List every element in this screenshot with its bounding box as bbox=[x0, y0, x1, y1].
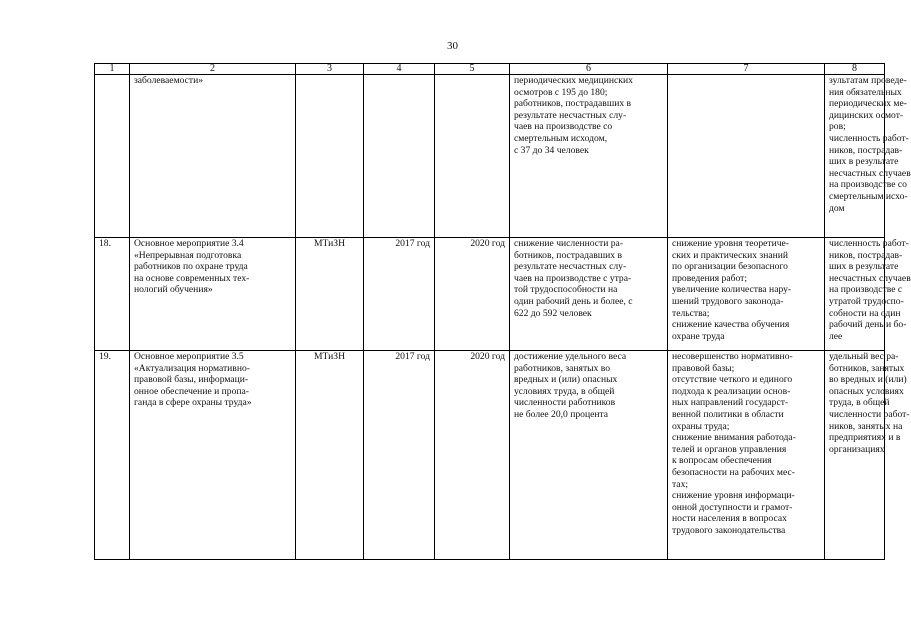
text-line: телей и органов управления bbox=[672, 443, 787, 455]
text-line: периодических медицинских bbox=[514, 75, 633, 86]
text-line: ров; bbox=[829, 121, 846, 133]
text-line: шений трудового законода- bbox=[672, 295, 784, 307]
column-number-row bbox=[95, 64, 885, 75]
column-number: 7 bbox=[668, 64, 825, 75]
text-line: один рабочий день и более, с bbox=[514, 295, 633, 307]
text-line: венной политики в области bbox=[672, 408, 784, 420]
end-year-cell: 2020 год bbox=[435, 351, 510, 560]
text-line: к вопросам обеспечения bbox=[672, 455, 772, 467]
text-line: снижение качества обучения bbox=[672, 319, 790, 331]
executor-cell bbox=[296, 75, 364, 238]
measures-table bbox=[94, 63, 911, 560]
text-line: ников, занятых на bbox=[829, 420, 903, 432]
text-line: вредных и (или) опасных bbox=[514, 374, 618, 386]
text-line: численность работ- bbox=[829, 238, 909, 249]
text-line: подхода к реализации основ- bbox=[672, 385, 791, 397]
row-number: 19. bbox=[95, 351, 130, 560]
text-line: ших в результате bbox=[829, 156, 899, 168]
text-line: ганда в сфере охраны труда» bbox=[134, 397, 252, 409]
text-line: труда, в общей bbox=[829, 397, 890, 409]
text-line: онное обеспечение и пропа- bbox=[134, 385, 249, 397]
consequences-cell bbox=[668, 351, 825, 560]
result-cell bbox=[510, 351, 668, 560]
text-line: чаев на производстве со bbox=[514, 121, 613, 133]
row-number: 18. bbox=[95, 238, 130, 351]
text-line: рабочий день и бо- bbox=[829, 319, 907, 331]
text-line: зультатам проведе- bbox=[829, 75, 907, 86]
text-line: ников, пострадав- bbox=[829, 249, 903, 261]
text-line: осмотров с 195 до 180; bbox=[514, 86, 608, 98]
text-line: онной доступности и грамот- bbox=[672, 501, 793, 513]
text-line: проведения работ; bbox=[672, 272, 748, 284]
text-line: трудового законодательства bbox=[672, 524, 786, 536]
text-line: снижение уровня теоретиче- bbox=[672, 238, 789, 249]
start-year-cell bbox=[364, 75, 435, 238]
column-number: 1 bbox=[95, 64, 130, 75]
column-number: 5 bbox=[435, 64, 510, 75]
table-row bbox=[95, 238, 885, 351]
text-line: работников по охране труда bbox=[134, 261, 248, 273]
text-line: предприятиях и в bbox=[829, 432, 901, 444]
text-line: несчастных случаев bbox=[829, 167, 911, 179]
text-line: опасных условиях bbox=[829, 385, 904, 397]
text-line: численность работ- bbox=[829, 132, 909, 144]
text-line: ния обязательных bbox=[829, 86, 902, 98]
column-number: 4 bbox=[364, 64, 435, 75]
text-line: снижение внимания работода- bbox=[672, 432, 796, 444]
text-line: увеличение количества нару- bbox=[672, 284, 792, 296]
measure-cell bbox=[130, 238, 296, 351]
text-line: результате несчастных слу- bbox=[514, 109, 627, 121]
text-line: ных направлений государст- bbox=[672, 397, 789, 409]
text-line: охраны труда; bbox=[672, 420, 730, 432]
executor-cell: МТиЗН bbox=[296, 351, 364, 560]
text-line: достижение удельного веса bbox=[514, 351, 627, 362]
text-line: собности на один bbox=[829, 307, 901, 319]
text-line: смертельным исходом, bbox=[514, 132, 608, 144]
text-line: дицинских осмот- bbox=[829, 109, 904, 121]
result-cell bbox=[510, 75, 668, 238]
indicators-cell bbox=[825, 75, 911, 238]
text-line: дом bbox=[829, 202, 845, 214]
text-line: организациях bbox=[829, 443, 885, 455]
text-line: снижение численности ра- bbox=[514, 238, 624, 249]
text-line: ников, пострадав- bbox=[829, 144, 903, 156]
page-number: 30 bbox=[447, 40, 458, 52]
end-year-cell bbox=[435, 75, 510, 238]
table-row bbox=[95, 75, 885, 238]
text-line: заболеваемости» bbox=[134, 75, 204, 86]
column-number: 8 bbox=[825, 64, 885, 75]
text-line: ботников, пострадавших в bbox=[514, 249, 623, 261]
text-line: тельства; bbox=[672, 307, 710, 319]
text-line: несчастных случаев bbox=[829, 272, 911, 284]
text-line: ших в результате bbox=[829, 261, 899, 273]
text-line: несовершенство нормативно- bbox=[672, 351, 793, 362]
table-row bbox=[95, 351, 885, 560]
text-line: численности работников bbox=[514, 397, 616, 409]
consequences-cell bbox=[668, 238, 825, 351]
text-line: периодических ме- bbox=[829, 98, 907, 110]
text-line: нологий обучения» bbox=[134, 284, 213, 296]
start-year-cell: 2017 год bbox=[364, 351, 435, 560]
text-line: отсутствие четкого и единого bbox=[672, 374, 793, 386]
text-line: на производстве с bbox=[829, 284, 903, 296]
end-year-cell: 2020 год bbox=[435, 238, 510, 351]
text-line: во вредных и (или) bbox=[829, 374, 907, 386]
text-line: по организации безопасного bbox=[672, 261, 788, 273]
text-line: лее bbox=[829, 330, 843, 342]
column-number: 2 bbox=[130, 64, 296, 75]
text-line: численности работ- bbox=[829, 408, 910, 420]
text-line: Основное мероприятие 3.4 bbox=[134, 238, 244, 249]
text-line: 622 до 592 человек bbox=[514, 307, 592, 319]
result-cell bbox=[510, 238, 668, 351]
text-line: правовой базы, информаци- bbox=[134, 374, 249, 386]
column-number: 6 bbox=[510, 64, 668, 75]
text-line: безопасности на рабочих мес- bbox=[672, 466, 795, 478]
text-line: удельный вес ра- bbox=[829, 351, 899, 362]
executor-cell: МТиЗН bbox=[296, 238, 364, 351]
text-line: чаев на производстве с утра- bbox=[514, 272, 632, 284]
text-line: условиях труда, в общей bbox=[514, 385, 615, 397]
text-line: ности населения в вопросах bbox=[672, 513, 787, 525]
indicators-cell bbox=[825, 238, 911, 351]
text-line: правовой базы; bbox=[672, 362, 735, 374]
text-line: охране труда bbox=[672, 330, 725, 342]
text-line: с 37 до 34 человек bbox=[514, 144, 589, 156]
text-line: той трудоспособности на bbox=[514, 284, 618, 296]
text-line: «Непрерывная подготовка bbox=[134, 249, 242, 261]
text-line: Основное мероприятие 3.5 bbox=[134, 351, 244, 362]
text-line: работников, пострадавших в bbox=[514, 98, 632, 110]
text-line: утратой трудоспо- bbox=[829, 295, 904, 307]
text-line: ботников, занятых bbox=[829, 362, 905, 374]
indicators-cell bbox=[825, 351, 910, 560]
column-number: 3 bbox=[296, 64, 364, 75]
row-number bbox=[95, 75, 130, 238]
text-line: смертельным исхо- bbox=[829, 190, 908, 202]
text-line: результате несчастных слу- bbox=[514, 261, 627, 273]
measure-cell bbox=[130, 351, 296, 560]
text-line: на производстве со bbox=[829, 179, 907, 191]
measure-cell bbox=[130, 75, 296, 238]
start-year-cell: 2017 год bbox=[364, 238, 435, 351]
text-line: снижение уровня информаци- bbox=[672, 490, 795, 502]
text-line: «Актуализация нормативно- bbox=[134, 362, 250, 374]
text-line: ских и практических знаний bbox=[672, 249, 788, 261]
consequences-cell bbox=[668, 75, 825, 238]
text-line: тах; bbox=[672, 478, 689, 490]
text-line: на основе современных тех- bbox=[134, 272, 250, 284]
text-line: не более 20,0 процента bbox=[514, 408, 609, 420]
text-line: работников, занятых во bbox=[514, 362, 611, 374]
